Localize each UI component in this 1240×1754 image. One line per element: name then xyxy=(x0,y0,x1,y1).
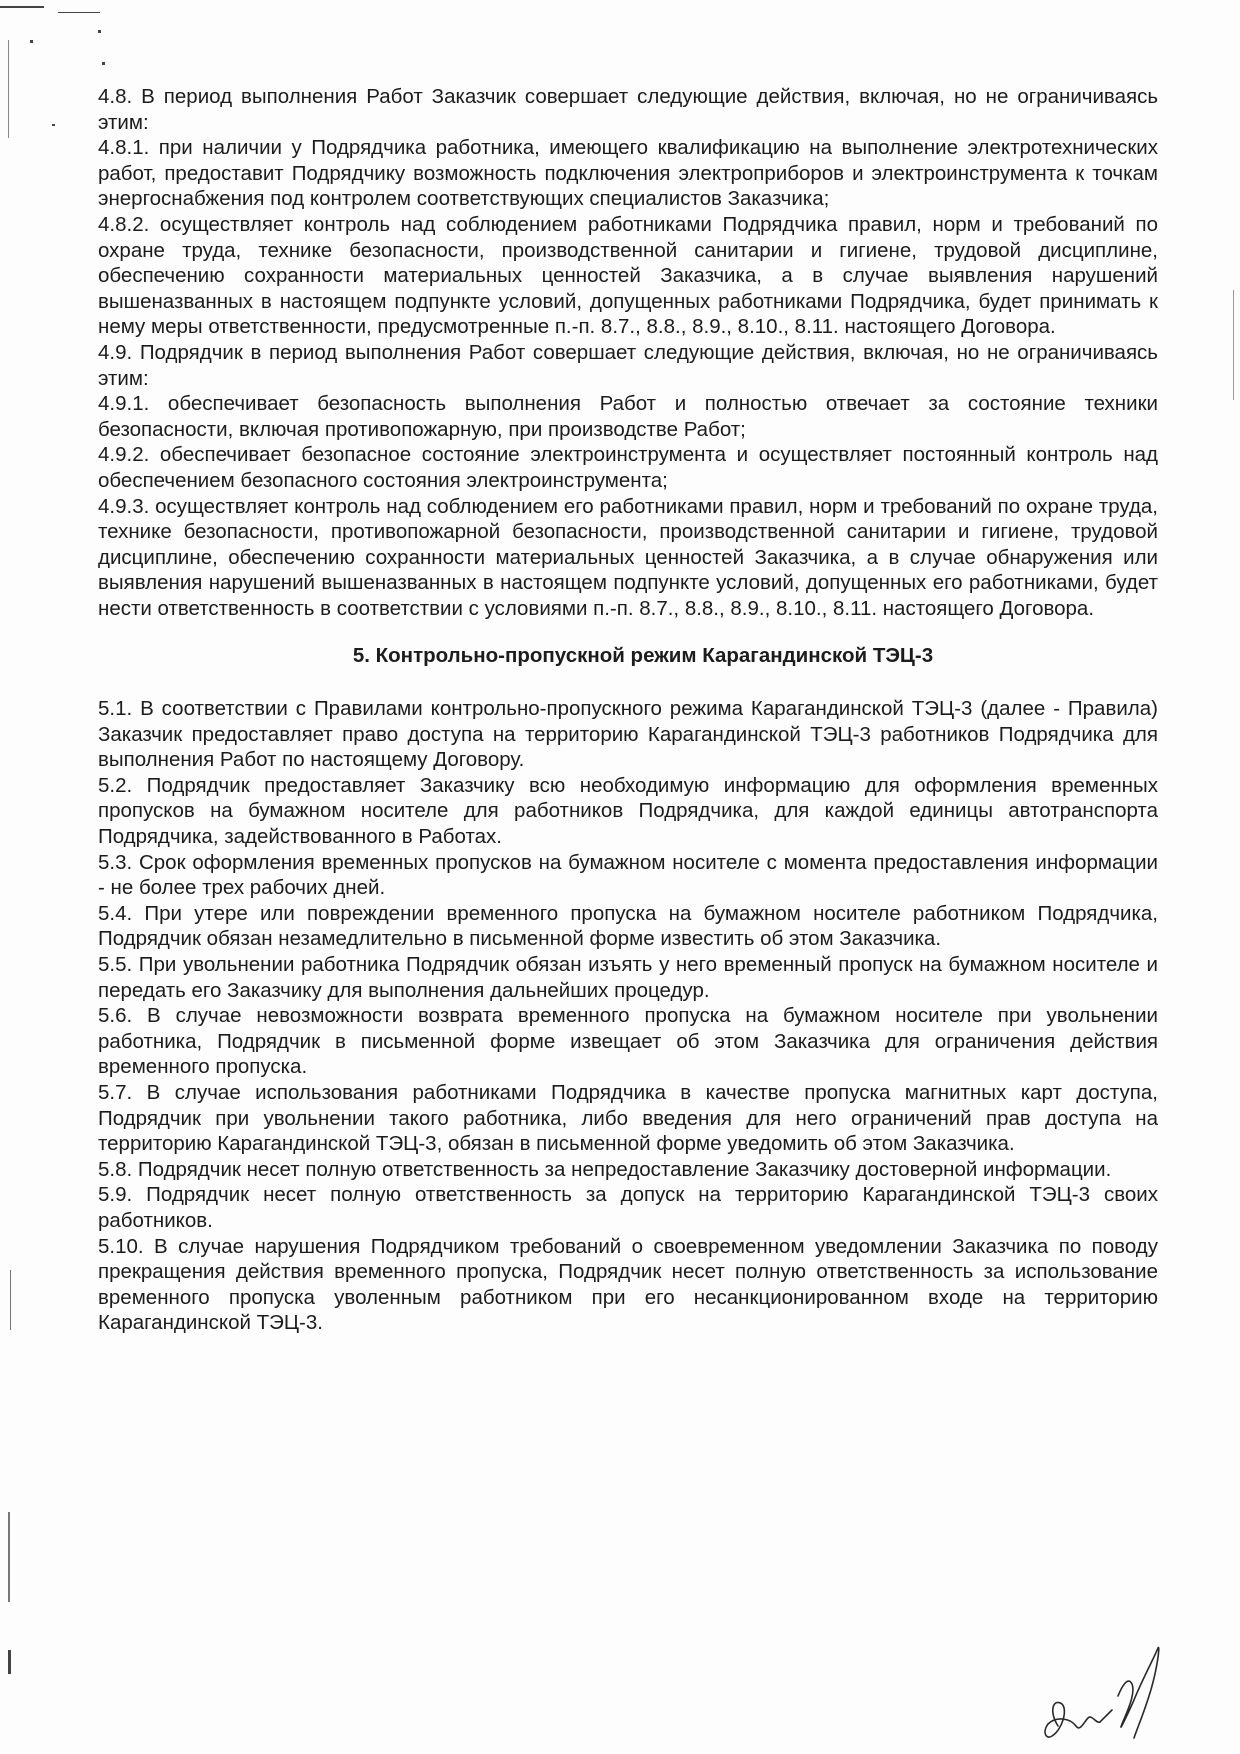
clause-5-7: 5.7. В случае использования работниками Подрядчика в качестве пропуска магнитных карт доступа, Подрядчик при увольнении такого работника, либо введения для него ограничений прав доступа на территорию Карагандинской ТЭЦ-3, обязан в письменной форме уведомить об этом Заказчика. xyxy=(98,1080,1158,1156)
clause-4-8: 4.8. В период выполнения Работ Заказчик совершает следующие действия, включая, но не ограничиваясь этим: xyxy=(98,85,1158,134)
document-body xyxy=(98,84,1158,1336)
clause-5-2: 5.2. Подрядчик предоставляет Заказчику всю необходимую информацию для оформления временных пропусков на бумажном носителе для работников Подрядчика, для каждой единицы автотранспорта Подрядчика, задействованного в Работах. xyxy=(98,773,1158,849)
clause-4-8-2: 4.8.2. осуществляет контроль над соблюдением работниками Подрядчика правил, норм и требований по охране труда, технике безопасности, производственной санитарии и гигиене, трудовой дисциплине, обеспечению сохранности материальных ценностей Заказчика, а в случае выявления нарушений вышеназванных в настоящем подпункте условий, допущенных работниками Подрядчика, будет принимать к нему меры ответственности, предусмотренные п.-п. 8.7., 8.8., 8.9., 8.10., 8.11. настоящего Договора. xyxy=(98,212,1158,339)
scan-artifact xyxy=(30,40,33,43)
clause-5-8: 5.8. Подрядчик несет полную ответственность за непредоставление Заказчику достоверной информации. xyxy=(98,1157,1112,1181)
clause-4-9-1: 4.9.1. обеспечивает безопасность выполнения Работ и полностью отвечает за состояние техники безопасности, включая противопожарную, при производстве Работ; xyxy=(98,392,1158,441)
section-5-heading: 5. Контрольно-пропускной режим Карагандинской ТЭЦ-3 xyxy=(352,644,934,668)
clause-5-9: 5.9. Подрядчик несет полную ответственность за допуск на территорию Карагандинской ТЭЦ-3 своих работников. xyxy=(98,1183,1158,1232)
clause-4-9-2: 4.9.2. обеспечивает безопасное состояние электроинструмента и осуществляет постоянный контроль над обеспечением безопасного состояния электроинструмента; xyxy=(98,443,1158,492)
scan-artifact xyxy=(58,12,100,13)
scan-artifact xyxy=(52,124,55,126)
clause-5-6: 5.6. В случае невозможности возврата временного пропуска на бумажном носителе при увольнении работника, Подрядчик в письменной форме извещает об этом Заказчика для ограничения действия временного пропуска. xyxy=(98,1004,1158,1079)
clause-4-9: 4.9. Подрядчик в период выполнения Работ совершает следующие действия, включая, но не ограничиваясь этим: xyxy=(98,340,1158,390)
clause-4-9-3: 4.9.3. осуществляет контроль над соблюдением его работниками правил, норм и требований по охране труда, технике безопасности, противопожарной безопасности, производственной санитарии и гигиене, трудовой дисциплине, обеспечению сохранности материальных ценностей Заказчика, а в случае обнаружения или выявления нарушений вышеназванных в настоящем подпункте условий, допущенных его работниками, будет нести ответственность в соответствии с условиями п.-п. 8.7., 8.8., 8.9., 8.10., 8.11. настоящего Договора. xyxy=(98,494,1158,620)
handwritten-signature xyxy=(1018,1640,1178,1750)
scan-artifact xyxy=(0,6,44,8)
scan-artifact xyxy=(10,1270,11,1330)
clause-4-8-1: 4.8.1. при наличии у Подрядчика работника, имеющего квалификацию на выполнение электротехнических работ, предоставит Подрядчику возможность подключения электроприборов и электроинструмента к точкам энергоснабжения под контролем соответствующих специалистов Заказчика; xyxy=(98,136,1158,211)
clause-5-10: 5.10. В случае нарушения Подрядчиком требований о своевременном уведомлении Заказчика по поводу прекращения действия временного пропуска, Подрядчик несет полную ответственность за использование временного пропуска уволенным работником при его несанкционированном входе на территорию Карагандинской ТЭЦ-3. xyxy=(98,1234,1158,1335)
clause-5-4: 5.4. При утере или повреждении временного пропуска на бумажном носителе работником Подрядчика, Подрядчик обязан незамедлительно в письменной форме известить об этом Заказчика. xyxy=(98,901,1158,951)
scan-artifact xyxy=(8,40,9,138)
clause-5-5: 5.5. При увольнении работника Подрядчик обязан изъять у него временный пропуск на бумажном носителе и передать его Заказчику для выполнения дальнейших процедур. xyxy=(98,953,1158,1002)
clause-5-1: 5.1. В соответствии с Правилами контрольно-пропускного режима Карагандинской ТЭЦ-3 (далее - Правила) Заказчик предоставляет право доступа на территорию Карагандинской ТЭЦ-3 работников Подрядчика для выполнения Работ по настоящему Договору. xyxy=(98,697,1158,772)
scan-artifact xyxy=(98,30,101,33)
scan-artifact xyxy=(8,1650,11,1674)
clause-5-3: 5.3. Срок оформления временных пропусков на бумажном носителе с момента предоставления информации - не более трех рабочих дней. xyxy=(98,850,1158,900)
scan-artifact xyxy=(1233,290,1234,400)
scan-artifact xyxy=(102,62,105,65)
scan-artifact xyxy=(8,1512,10,1602)
